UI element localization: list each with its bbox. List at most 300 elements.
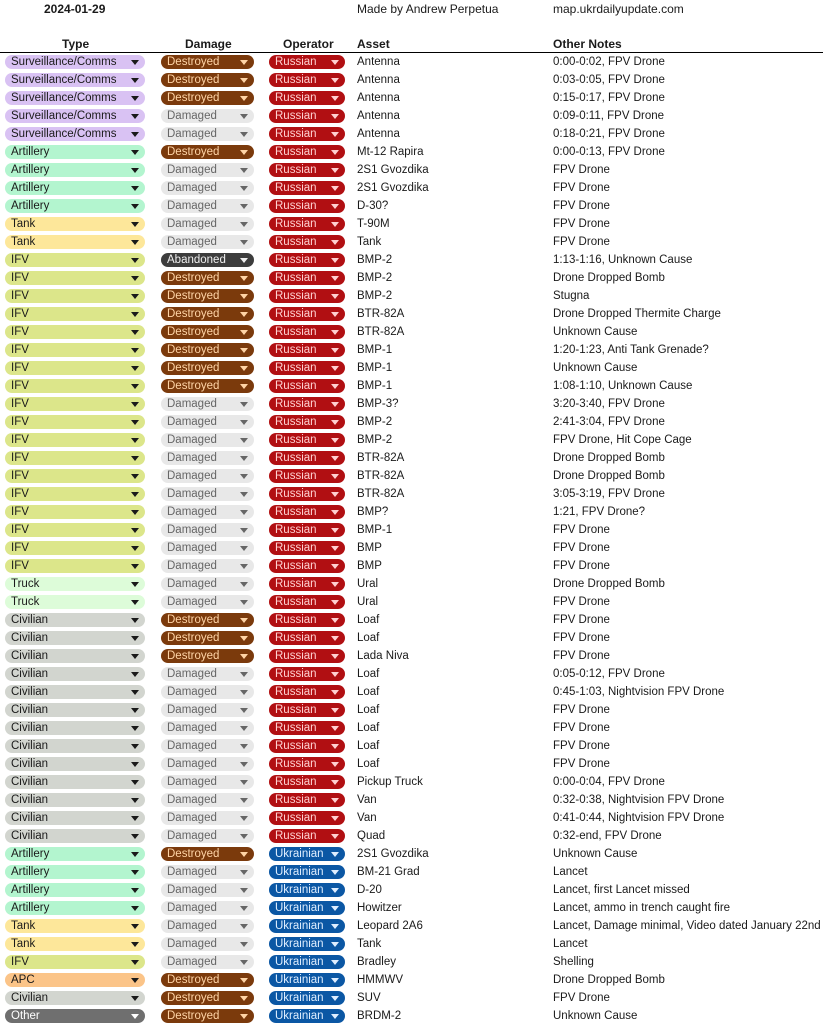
operator-dropdown[interactable]	[269, 721, 345, 735]
asset-cell: D-20	[357, 884, 382, 896]
type-dropdown-value: Civilian	[11, 632, 49, 644]
damage-dropdown[interactable]	[161, 127, 254, 141]
notes-cell: FPV Drone	[553, 722, 610, 734]
type-dropdown[interactable]	[5, 613, 145, 627]
damage-dropdown[interactable]	[161, 829, 254, 843]
type-dropdown[interactable]	[5, 775, 145, 789]
type-dropdown[interactable]	[5, 73, 145, 87]
damage-dropdown[interactable]	[161, 793, 254, 807]
damage-dropdown[interactable]	[161, 55, 254, 69]
operator-dropdown-value: Russian	[275, 758, 317, 770]
operator-dropdown[interactable]	[269, 181, 345, 195]
operator-dropdown[interactable]	[269, 631, 345, 645]
damage-dropdown[interactable]	[161, 451, 254, 465]
damage-dropdown[interactable]	[161, 379, 254, 393]
operator-dropdown[interactable]	[269, 451, 345, 465]
type-dropdown[interactable]	[5, 253, 145, 267]
operator-dropdown[interactable]	[269, 127, 345, 141]
asset-cell: BTR-82A	[357, 470, 405, 482]
notes-cell: FPV Drone	[553, 164, 610, 176]
type-dropdown[interactable]	[5, 505, 145, 519]
type-dropdown[interactable]	[5, 451, 145, 465]
operator-dropdown[interactable]	[269, 307, 345, 321]
damage-dropdown[interactable]	[161, 397, 254, 411]
credit-label: Made by Andrew Perpetua	[357, 2, 499, 16]
type-dropdown[interactable]	[5, 289, 145, 303]
chevron-down-icon	[240, 906, 248, 911]
damage-dropdown[interactable]	[161, 469, 254, 483]
damage-dropdown[interactable]	[161, 217, 254, 231]
damage-dropdown[interactable]	[161, 163, 254, 177]
chevron-down-icon	[331, 420, 339, 425]
chevron-down-icon	[131, 618, 139, 623]
type-dropdown[interactable]	[5, 379, 145, 393]
notes-cell: 0:32-0:38, Nightvision FPV Drone	[553, 794, 725, 806]
data-table	[0, 53, 823, 1025]
type-dropdown[interactable]	[5, 865, 145, 879]
operator-dropdown[interactable]	[269, 919, 345, 933]
operator-dropdown[interactable]	[269, 469, 345, 483]
damage-dropdown[interactable]	[161, 919, 254, 933]
notes-cell: Lancet, ammo in trench caught fire	[553, 902, 731, 914]
operator-dropdown[interactable]	[269, 847, 345, 861]
damage-dropdown-value: Damaged	[167, 506, 217, 518]
damage-dropdown[interactable]	[161, 145, 254, 159]
damage-dropdown[interactable]	[161, 559, 254, 573]
type-dropdown-value: IFV	[11, 488, 29, 500]
table-row	[0, 107, 823, 125]
damage-dropdown[interactable]	[161, 343, 254, 357]
type-dropdown[interactable]	[5, 343, 145, 357]
damage-dropdown[interactable]	[161, 757, 254, 771]
operator-dropdown[interactable]	[269, 325, 345, 339]
operator-dropdown-value: Ukrainian	[275, 992, 324, 1004]
damage-dropdown[interactable]	[161, 307, 254, 321]
chevron-down-icon	[131, 906, 139, 911]
chevron-down-icon	[240, 960, 248, 965]
operator-dropdown[interactable]	[269, 649, 345, 663]
notes-cell: Stugna	[553, 290, 590, 302]
chevron-down-icon	[131, 780, 139, 785]
asset-cell: Howitzer	[357, 902, 402, 914]
operator-dropdown-value: Russian	[275, 740, 317, 752]
damage-dropdown[interactable]	[161, 685, 254, 699]
chevron-down-icon	[131, 492, 139, 497]
asset-cell: Mt-12 Rapira	[357, 146, 424, 158]
damage-dropdown[interactable]	[161, 955, 254, 969]
damage-dropdown[interactable]	[161, 577, 254, 591]
chevron-down-icon	[331, 942, 339, 947]
chevron-down-icon	[240, 528, 248, 533]
date-label: 2024-01-29	[44, 2, 106, 16]
type-dropdown[interactable]	[5, 91, 145, 105]
table-row	[0, 557, 823, 575]
chevron-down-icon	[331, 276, 339, 281]
table-row	[0, 647, 823, 665]
operator-dropdown[interactable]	[269, 397, 345, 411]
type-dropdown[interactable]	[5, 793, 145, 807]
chevron-down-icon	[331, 636, 339, 641]
operator-dropdown[interactable]	[269, 865, 345, 879]
operator-dropdown-value: Ukrainian	[275, 956, 324, 968]
type-dropdown[interactable]	[5, 235, 145, 249]
type-dropdown[interactable]	[5, 325, 145, 339]
chevron-down-icon	[331, 150, 339, 155]
type-dropdown[interactable]	[5, 1009, 145, 1023]
damage-dropdown-value: Damaged	[167, 182, 217, 194]
operator-dropdown-value: Russian	[275, 146, 317, 158]
type-dropdown-value: Civilian	[11, 758, 49, 770]
damage-dropdown-value: Damaged	[167, 542, 217, 554]
damage-dropdown-value: Damaged	[167, 938, 217, 950]
notes-cell: Shelling	[553, 956, 594, 968]
type-dropdown[interactable]	[5, 145, 145, 159]
type-dropdown[interactable]	[5, 703, 145, 717]
chevron-down-icon	[331, 654, 339, 659]
type-dropdown[interactable]	[5, 973, 145, 987]
chevron-down-icon	[331, 870, 339, 875]
operator-dropdown[interactable]	[269, 361, 345, 375]
notes-cell: 0:32-end, FPV Drone	[553, 830, 662, 842]
damage-dropdown[interactable]	[161, 775, 254, 789]
operator-dropdown[interactable]	[269, 523, 345, 537]
damage-dropdown[interactable]	[161, 199, 254, 213]
damage-dropdown-value: Destroyed	[167, 1010, 220, 1022]
asset-cell: Loaf	[357, 686, 380, 698]
damage-dropdown[interactable]	[161, 361, 254, 375]
type-dropdown[interactable]	[5, 649, 145, 663]
notes-cell: FPV Drone	[553, 218, 610, 230]
operator-dropdown-value: Russian	[275, 128, 317, 140]
type-dropdown[interactable]	[5, 559, 145, 573]
damage-dropdown[interactable]	[161, 631, 254, 645]
chevron-down-icon	[240, 582, 248, 587]
type-dropdown[interactable]	[5, 415, 145, 429]
type-dropdown[interactable]	[5, 883, 145, 897]
operator-dropdown[interactable]	[269, 91, 345, 105]
operator-dropdown[interactable]	[269, 811, 345, 825]
damage-dropdown[interactable]	[161, 595, 254, 609]
damage-dropdown[interactable]	[161, 253, 254, 267]
asset-cell: Tank	[357, 938, 382, 950]
chevron-down-icon	[331, 384, 339, 389]
chevron-down-icon	[240, 456, 248, 461]
damage-dropdown[interactable]	[161, 433, 254, 447]
type-dropdown[interactable]	[5, 577, 145, 591]
damage-dropdown[interactable]	[161, 865, 254, 879]
operator-dropdown[interactable]	[269, 343, 345, 357]
chevron-down-icon	[331, 672, 339, 677]
chevron-down-icon	[331, 78, 339, 83]
type-dropdown[interactable]	[5, 181, 145, 195]
table-row	[0, 143, 823, 161]
damage-dropdown[interactable]	[161, 739, 254, 753]
operator-dropdown[interactable]	[269, 145, 345, 159]
chevron-down-icon	[331, 546, 339, 551]
operator-dropdown-value: Russian	[275, 524, 317, 536]
type-dropdown[interactable]	[5, 217, 145, 231]
type-dropdown[interactable]	[5, 901, 145, 915]
type-dropdown[interactable]	[5, 685, 145, 699]
type-dropdown[interactable]	[5, 847, 145, 861]
type-dropdown-value: IFV	[11, 452, 29, 464]
damage-dropdown[interactable]	[161, 667, 254, 681]
operator-dropdown[interactable]	[269, 973, 345, 987]
type-dropdown[interactable]	[5, 595, 145, 609]
chevron-down-icon	[240, 636, 248, 641]
asset-cell: BMP-1	[357, 344, 393, 356]
operator-dropdown[interactable]	[269, 955, 345, 969]
chevron-down-icon	[240, 366, 248, 371]
damage-dropdown[interactable]	[161, 883, 254, 897]
damage-dropdown[interactable]	[161, 235, 254, 249]
damage-dropdown[interactable]	[161, 649, 254, 663]
damage-dropdown[interactable]	[161, 613, 254, 627]
type-dropdown[interactable]	[5, 127, 145, 141]
type-dropdown[interactable]	[5, 397, 145, 411]
chevron-down-icon	[131, 762, 139, 767]
type-dropdown-value: Surveillance/Comms	[11, 128, 117, 140]
damage-dropdown-value: Damaged	[167, 164, 217, 176]
type-dropdown[interactable]	[5, 163, 145, 177]
chevron-down-icon	[131, 420, 139, 425]
type-dropdown-value: IFV	[11, 560, 29, 572]
damage-dropdown[interactable]	[161, 505, 254, 519]
operator-dropdown[interactable]	[269, 667, 345, 681]
table-row	[0, 737, 823, 755]
chevron-down-icon	[131, 384, 139, 389]
chevron-down-icon	[131, 114, 139, 119]
chevron-down-icon	[131, 978, 139, 983]
column-header-asset: Asset	[357, 37, 390, 51]
table-row	[0, 233, 823, 251]
type-dropdown[interactable]	[5, 487, 145, 501]
table-row	[0, 251, 823, 269]
type-dropdown-value: Civilian	[11, 812, 49, 824]
operator-dropdown[interactable]	[269, 505, 345, 519]
operator-dropdown[interactable]	[269, 289, 345, 303]
damage-dropdown-value: Damaged	[167, 758, 217, 770]
damage-dropdown[interactable]	[161, 901, 254, 915]
operator-dropdown-value: Russian	[275, 830, 317, 842]
damage-dropdown[interactable]	[161, 973, 254, 987]
operator-dropdown[interactable]	[269, 271, 345, 285]
damage-dropdown[interactable]	[161, 811, 254, 825]
type-dropdown[interactable]	[5, 739, 145, 753]
damage-dropdown[interactable]	[161, 289, 254, 303]
type-dropdown-value: Civilian	[11, 686, 49, 698]
type-dropdown[interactable]	[5, 433, 145, 447]
operator-dropdown[interactable]	[269, 433, 345, 447]
operator-dropdown-value: Russian	[275, 56, 317, 68]
chevron-down-icon	[331, 744, 339, 749]
damage-dropdown[interactable]	[161, 91, 254, 105]
operator-dropdown[interactable]	[269, 577, 345, 591]
damage-dropdown[interactable]	[161, 721, 254, 735]
operator-dropdown[interactable]	[269, 55, 345, 69]
type-dropdown[interactable]	[5, 199, 145, 213]
type-dropdown[interactable]	[5, 667, 145, 681]
type-dropdown[interactable]	[5, 361, 145, 375]
damage-dropdown-value: Destroyed	[167, 380, 220, 392]
asset-cell: BMP-2	[357, 272, 393, 284]
type-dropdown[interactable]	[5, 811, 145, 825]
operator-dropdown[interactable]	[269, 757, 345, 771]
table-row	[0, 719, 823, 737]
damage-dropdown[interactable]	[161, 271, 254, 285]
type-dropdown[interactable]	[5, 955, 145, 969]
operator-dropdown[interactable]	[269, 829, 345, 843]
type-dropdown-value: Artillery	[11, 902, 50, 914]
type-dropdown[interactable]	[5, 757, 145, 771]
type-dropdown[interactable]	[5, 109, 145, 123]
operator-dropdown-value: Russian	[275, 434, 317, 446]
asset-cell: Lada Niva	[357, 650, 409, 662]
operator-dropdown[interactable]	[269, 487, 345, 501]
operator-dropdown[interactable]	[269, 991, 345, 1005]
chevron-down-icon	[131, 924, 139, 929]
damage-dropdown[interactable]	[161, 541, 254, 555]
operator-dropdown[interactable]	[269, 901, 345, 915]
chevron-down-icon	[240, 312, 248, 317]
operator-dropdown[interactable]	[269, 379, 345, 393]
operator-dropdown[interactable]	[269, 613, 345, 627]
type-dropdown[interactable]	[5, 307, 145, 321]
operator-dropdown[interactable]	[269, 559, 345, 573]
operator-dropdown[interactable]	[269, 793, 345, 807]
damage-dropdown-value: Damaged	[167, 110, 217, 122]
operator-dropdown[interactable]	[269, 937, 345, 951]
notes-cell: FPV Drone	[553, 182, 610, 194]
chevron-down-icon	[131, 204, 139, 209]
type-dropdown[interactable]	[5, 937, 145, 951]
damage-dropdown[interactable]	[161, 73, 254, 87]
damage-dropdown-value: Destroyed	[167, 362, 220, 374]
table-row	[0, 683, 823, 701]
type-dropdown-value: Tank	[11, 920, 36, 932]
chevron-down-icon	[331, 834, 339, 839]
type-dropdown[interactable]	[5, 631, 145, 645]
type-dropdown-value: IFV	[11, 254, 29, 266]
damage-dropdown[interactable]	[161, 415, 254, 429]
chevron-down-icon	[331, 96, 339, 101]
asset-cell: Ural	[357, 578, 379, 590]
asset-cell: BMP	[357, 542, 382, 554]
chevron-down-icon	[240, 852, 248, 857]
chevron-down-icon	[240, 924, 248, 929]
notes-cell: Drone Dropped Thermite Charge	[553, 308, 721, 320]
damage-dropdown[interactable]	[161, 991, 254, 1005]
type-dropdown-value: Tank	[11, 218, 36, 230]
type-dropdown-value: Artillery	[11, 866, 50, 878]
operator-dropdown-value: Ukrainian	[275, 938, 324, 950]
operator-dropdown[interactable]	[269, 109, 345, 123]
type-dropdown[interactable]	[5, 721, 145, 735]
table-row	[0, 215, 823, 233]
operator-dropdown[interactable]	[269, 253, 345, 267]
damage-dropdown-value: Damaged	[167, 812, 217, 824]
type-dropdown-value: Civilian	[11, 704, 49, 716]
table-row	[0, 89, 823, 107]
notes-cell: 0:03-0:05, FPV Drone	[553, 74, 665, 86]
operator-dropdown[interactable]	[269, 217, 345, 231]
operator-dropdown[interactable]	[269, 595, 345, 609]
type-dropdown[interactable]	[5, 523, 145, 537]
chevron-down-icon	[331, 852, 339, 857]
damage-dropdown[interactable]	[161, 487, 254, 501]
chevron-down-icon	[331, 726, 339, 731]
type-dropdown[interactable]	[5, 829, 145, 843]
chevron-down-icon	[131, 816, 139, 821]
damage-dropdown[interactable]	[161, 523, 254, 537]
chevron-down-icon	[331, 114, 339, 119]
chevron-down-icon	[131, 240, 139, 245]
type-dropdown[interactable]	[5, 55, 145, 69]
chevron-down-icon	[131, 834, 139, 839]
operator-dropdown[interactable]	[269, 541, 345, 555]
chevron-down-icon	[240, 222, 248, 227]
type-dropdown[interactable]	[5, 469, 145, 483]
table-row	[0, 701, 823, 719]
operator-dropdown-value: Russian	[275, 776, 317, 788]
operator-dropdown[interactable]	[269, 703, 345, 717]
type-dropdown-value: Civilian	[11, 776, 49, 788]
asset-cell: Loaf	[357, 632, 380, 644]
chevron-down-icon	[240, 114, 248, 119]
damage-dropdown[interactable]	[161, 109, 254, 123]
notes-cell: 0:18-0:21, FPV Drone	[553, 128, 665, 140]
type-dropdown-value: Tank	[11, 236, 36, 248]
damage-dropdown[interactable]	[161, 937, 254, 951]
asset-cell: BMP-2	[357, 290, 393, 302]
damage-dropdown[interactable]	[161, 847, 254, 861]
type-dropdown[interactable]	[5, 991, 145, 1005]
operator-dropdown[interactable]	[269, 73, 345, 87]
sheet-title-bar	[0, 0, 823, 18]
operator-dropdown[interactable]	[269, 775, 345, 789]
operator-dropdown-value: Russian	[275, 362, 317, 374]
type-dropdown[interactable]	[5, 271, 145, 285]
operator-dropdown[interactable]	[269, 235, 345, 249]
type-dropdown[interactable]	[5, 919, 145, 933]
operator-dropdown[interactable]	[269, 739, 345, 753]
operator-dropdown[interactable]	[269, 163, 345, 177]
damage-dropdown[interactable]	[161, 181, 254, 195]
damage-dropdown-value: Damaged	[167, 200, 217, 212]
damage-dropdown[interactable]	[161, 703, 254, 717]
operator-dropdown-value: Russian	[275, 326, 317, 338]
notes-cell: FPV Drone, Hit Cope Cage	[553, 434, 692, 446]
notes-cell: Unknown Cause	[553, 362, 638, 374]
operator-dropdown[interactable]	[269, 415, 345, 429]
notes-cell: FPV Drone	[553, 596, 610, 608]
table-row	[0, 71, 823, 89]
chevron-down-icon	[131, 294, 139, 299]
type-dropdown[interactable]	[5, 541, 145, 555]
damage-dropdown[interactable]	[161, 1009, 254, 1023]
notes-cell: 0:15-0:17, FPV Drone	[553, 92, 665, 104]
operator-dropdown[interactable]	[269, 685, 345, 699]
operator-dropdown[interactable]	[269, 883, 345, 897]
damage-dropdown-value: Destroyed	[167, 92, 220, 104]
type-dropdown-value: Civilian	[11, 722, 49, 734]
operator-dropdown-value: Ukrainian	[275, 866, 324, 878]
operator-dropdown[interactable]	[269, 199, 345, 213]
chevron-down-icon	[131, 564, 139, 569]
damage-dropdown[interactable]	[161, 325, 254, 339]
operator-dropdown[interactable]	[269, 1009, 345, 1023]
operator-dropdown-value: Russian	[275, 110, 317, 122]
